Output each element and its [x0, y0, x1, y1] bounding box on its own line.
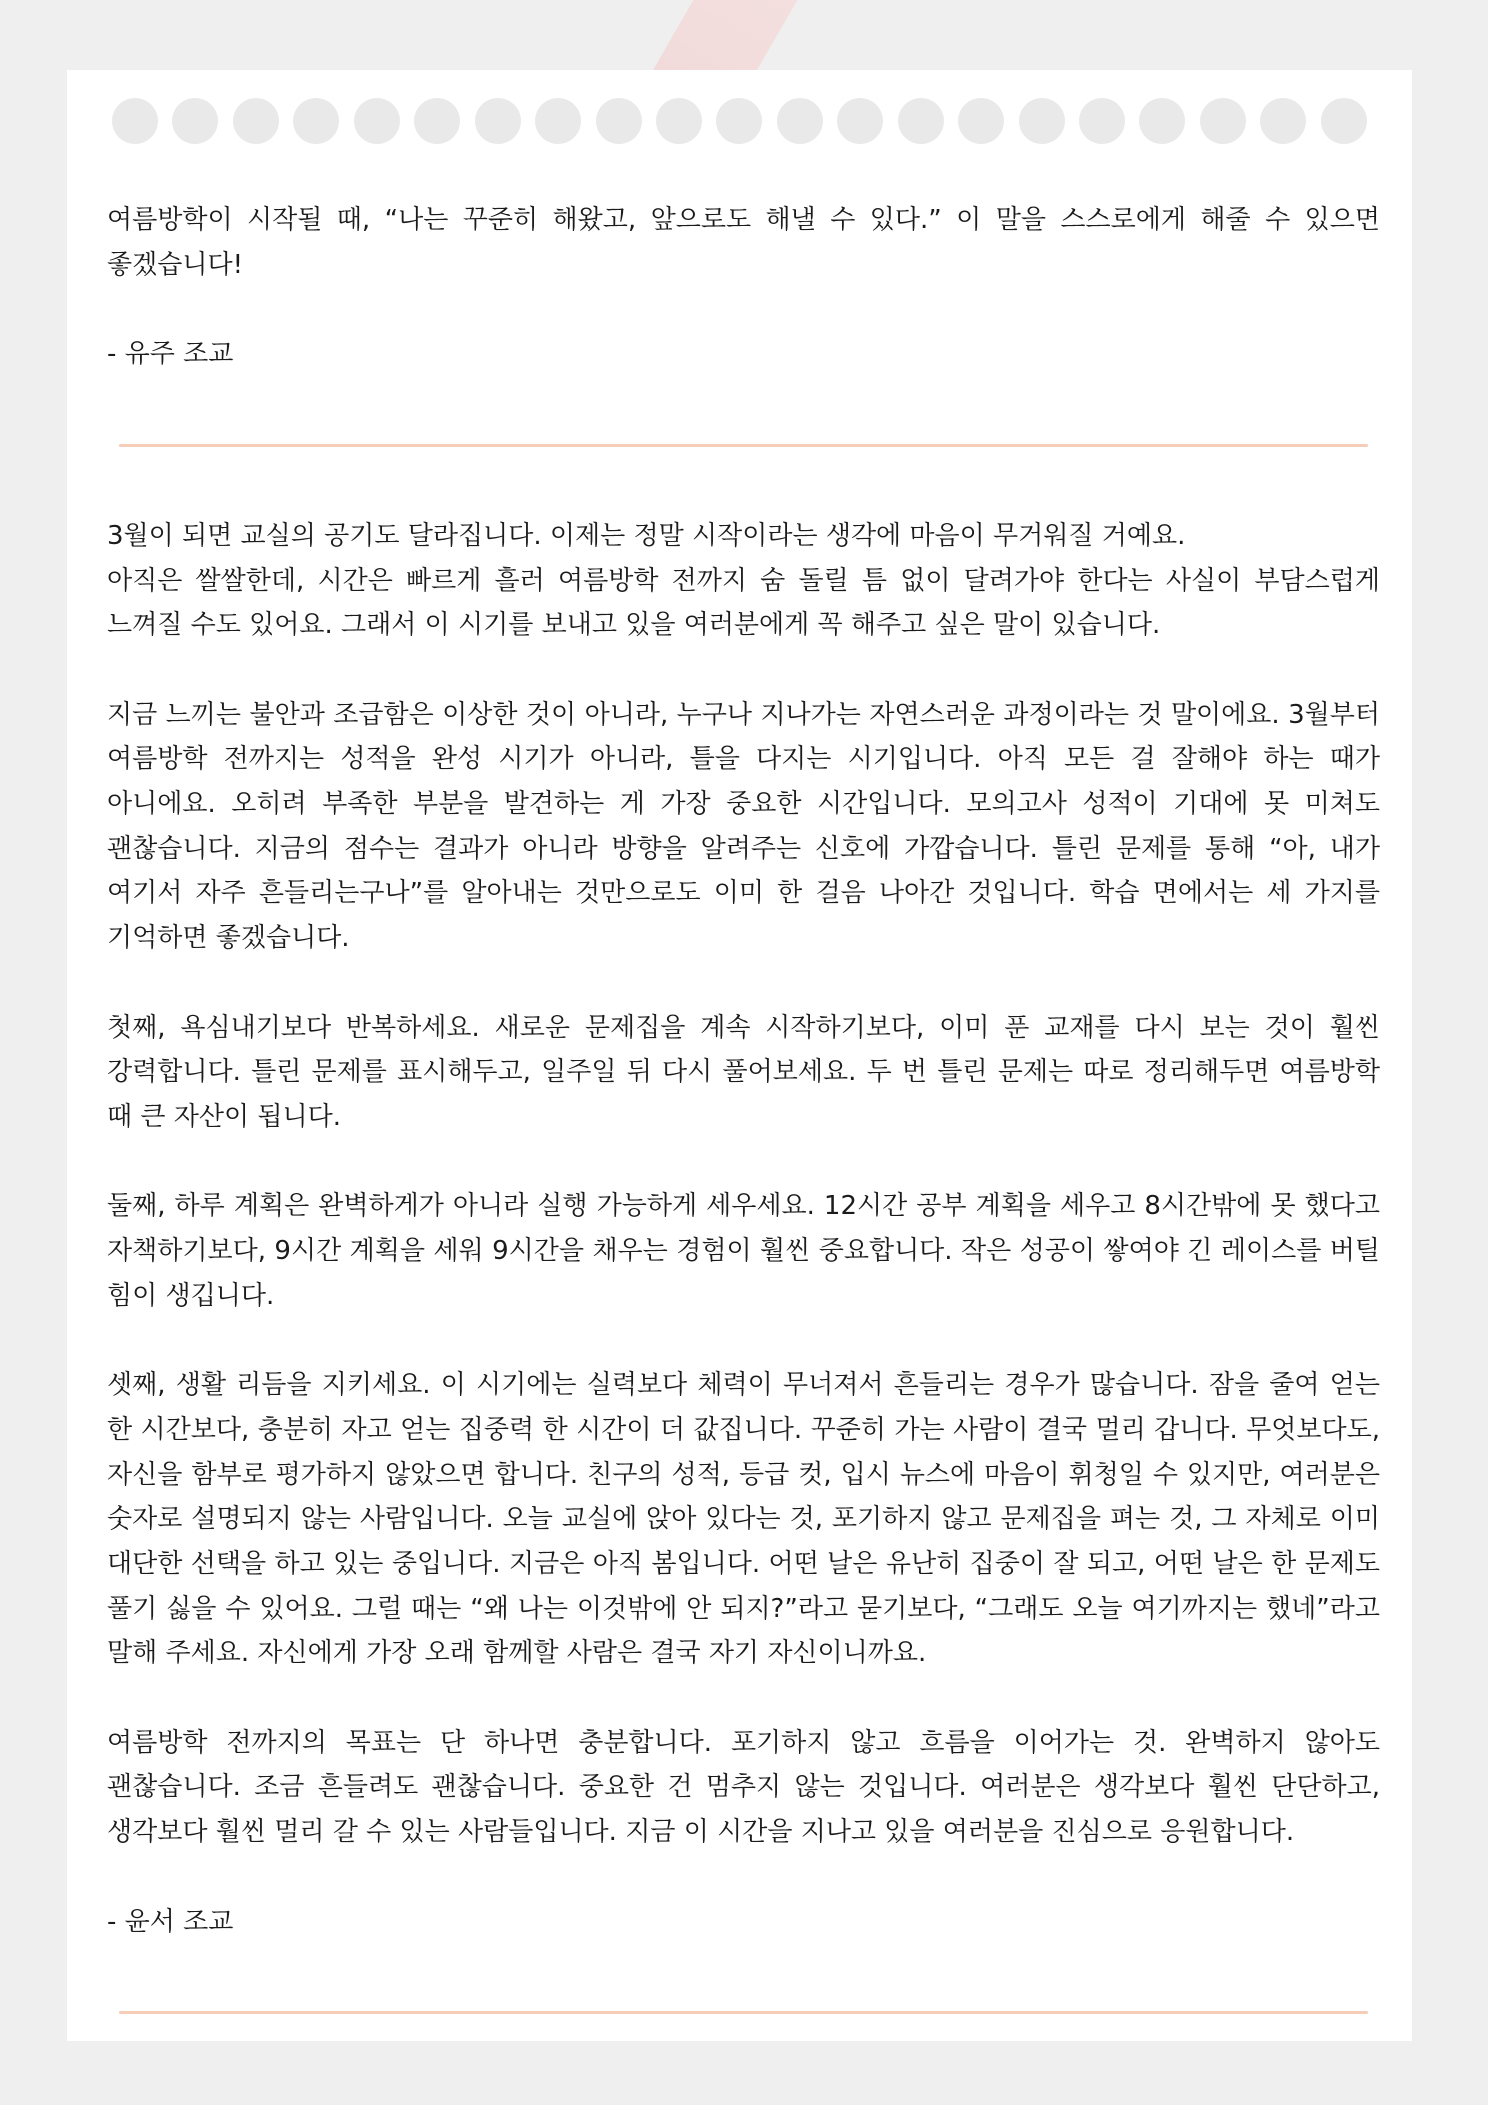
binder-hole: [1200, 98, 1246, 144]
paragraph: 셋째, 생활 리듬을 지키세요. 이 시기에는 실력보다 체력이 무너져서 흔들리는 경우가 많습니다. 잠을 줄여 얻는 한 시간보다, 충분히 자고 얻는 집중력 한 시간이 더 값집니다. 꾸준히 가는 사람이 결국 멀리 갑니다. 무엇보다도, 자신을 함부로 평가하지 않았으면 합니다. 친구의 성적, 등급 컷, 입시 뉴스에 마음이 휘청일 수 있지만, 여러분은 숫자로 설명되지 않는 사람입니다. 오늘 교실에 앉아 있다는 것, 포기하지 않고 문제집을 펴는 것, 그 자체로 이미 대단한 선택을 하고 있는 중입니다. 지금은 아직 봄입니다. 어떤 날은 유난히 집중이 잘 되고, 어떤 날은 한 문제도 풀기 싫을 수 있어요. 그럴 때는 “왜 나는 이것밖에 안 되지?”라고 묻기보다, “그래도 오늘 여기까지는 했네”라고 말해 주세요. 자신에게 가장 오래 함께할 사람은 결국 자기 자신이니까요.: [107, 1370, 1380, 1669]
binder-hole: [233, 98, 279, 144]
binder-hole: [837, 98, 883, 144]
paragraph: 여름방학이 시작될 때, “나는 꾸준히 해왔고, 앞으로도 해낼 수 있다.” 이 말을 스스로에게 해줄 수 있으면 좋겠습니다!: [107, 205, 1380, 280]
binder-holes: [112, 98, 1367, 148]
binder-hole: [1079, 98, 1125, 144]
paragraph: 둘째, 하루 계획은 완벽하게가 아니라 실행 가능하게 세우세요. 12시간 공부 계획을 세우고 8시간밖에 못 했다고 자책하기보다, 9시간 계획을 세워 9시간을 채우는 경험이 훨씬 중요합니다. 작은 성공이 쌓여야 긴 레이스를 버틸 힘이 생깁니다.: [107, 1191, 1380, 1311]
binder-hole: [898, 98, 944, 144]
paragraph: 지금 느끼는 불안과 조급함은 이상한 것이 아니라, 누구나 지나가는 자연스러운 과정이라는 것 말이에요. 3월부터 여름방학 전까지는 성적을 완성 시기가 아니라, 틀을 다지는 시기입니다. 아직 모든 걸 잘해야 하는 때가 아니에요. 오히려 부족한 부분을 발견하는 게 가장 중요한 시간입니다. 모의고사 성적이 기대에 못 미쳐도 괜찮습니다. 지금의 점수는 결과가 아니라 방향을 알려주는 신호에 가깝습니다. 틀린 문제를 통해 “아, 내가 여기서 자주 흔들리는구나”를 알아내는 것만으로도 이미 한 걸음 나아간 것입니다. 학습 면에서는 세 가지를 기억하면 좋겠습니다.: [107, 699, 1380, 954]
binder-hole: [535, 98, 581, 144]
binder-hole: [172, 98, 218, 144]
binder-hole: [414, 98, 460, 144]
binder-hole: [112, 98, 158, 144]
signature: - 유주 조교: [107, 339, 234, 370]
section-divider: [119, 2011, 1368, 2014]
paragraph: 여름방학 전까지의 목표는 단 하나면 충분합니다. 포기하지 않고 흐름을 이어가는 것. 완벽하지 않아도 괜찮습니다. 조금 흔들려도 괜찮습니다. 중요한 건 멈추지 않는 것입니다. 여러분은 생각보다 훨씬 단단하고, 생각보다 훨씬 멀리 갈 수 있는 사람들입니다. 지금 이 시간을 지나고 있을 여러분을 진심으로 응원합니다.: [107, 1727, 1380, 1848]
binder-hole: [1019, 98, 1065, 144]
signature: - 윤서 조교: [107, 1906, 234, 1937]
binder-hole: [475, 98, 521, 144]
paragraph: 첫째, 욕심내기보다 반복하세요. 새로운 문제집을 계속 시작하기보다, 이미 푼 교재를 다시 보는 것이 훨씬 강력합니다. 틀린 문제를 표시해두고, 일주일 뒤 다시 풀어보세요. 두 번 틀린 문제는 따로 정리해두면 여름방학 때 큰 자산이 됩니다.: [107, 1012, 1380, 1132]
binder-hole: [716, 98, 762, 144]
paragraph: 3월이 되면 교실의 공기도 달라집니다. 이제는 정말 시작이라는 생각에 마음이 무거워질 거예요.: [107, 520, 1186, 551]
binder-hole: [293, 98, 339, 144]
binder-hole: [596, 98, 642, 144]
binder-hole: [958, 98, 1004, 144]
binder-hole: [1139, 98, 1185, 144]
binder-hole: [1260, 98, 1306, 144]
paragraph: 아직은 쌀쌀한데, 시간은 빠르게 흘러 여름방학 전까지 숨 돌릴 틈 없이 달려가야 한다는 사실이 부담스럽게 느껴질 수도 있어요. 그래서 이 시기를 보내고 있을 여러분에게 꼭 해주고 싶은 말이 있습니다.: [107, 565, 1380, 641]
binder-hole: [354, 98, 400, 144]
letter-content: [107, 198, 1380, 2014]
notepad-paper: [67, 70, 1412, 2041]
binder-hole: [777, 98, 823, 144]
binder-hole: [1321, 98, 1367, 144]
binder-hole: [656, 98, 702, 144]
